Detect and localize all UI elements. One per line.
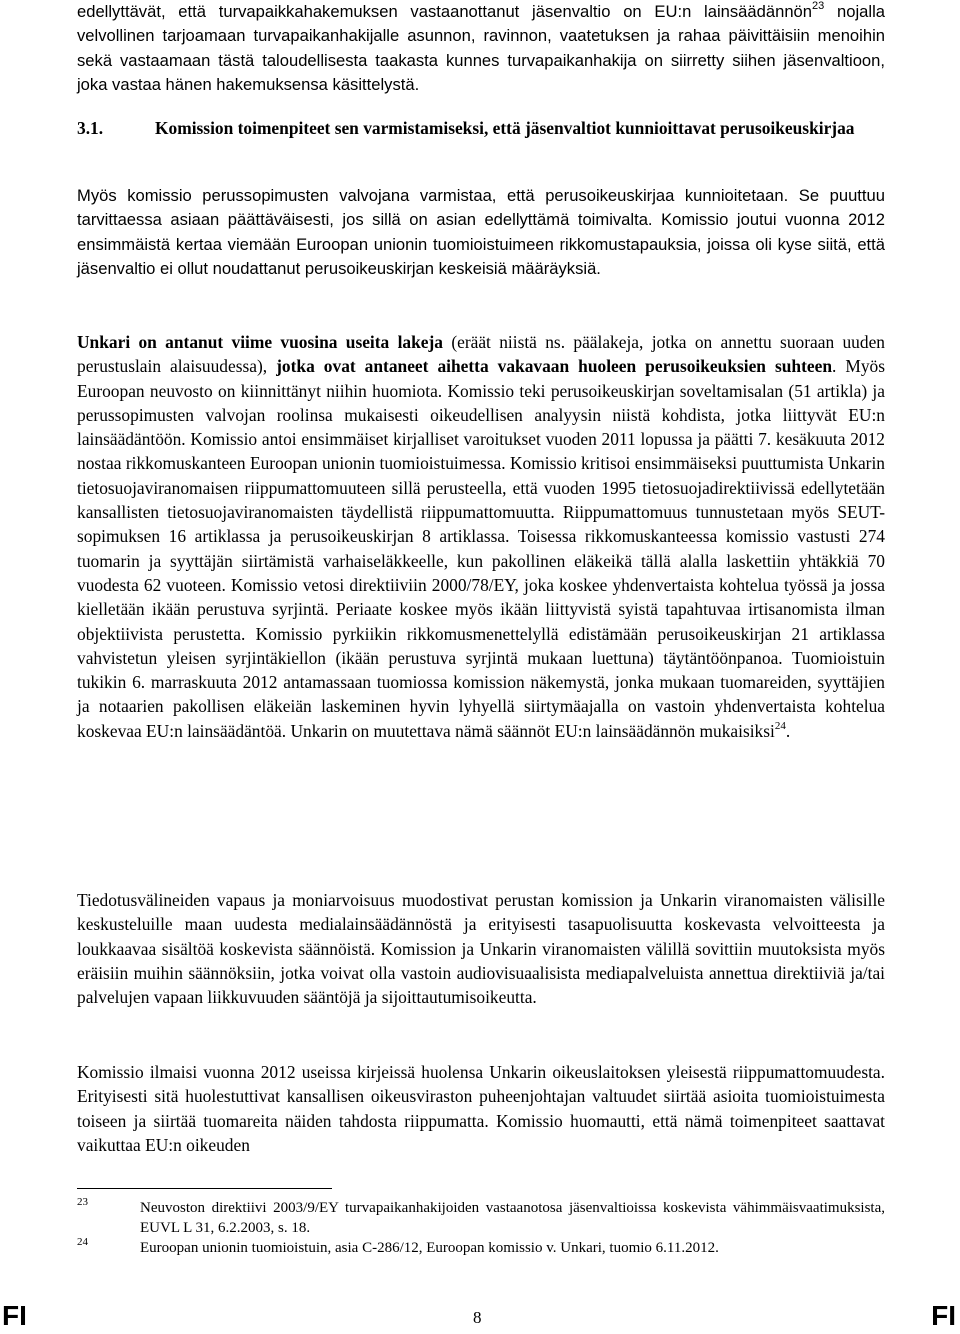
paragraph-3-bold-2: jotka ovat antaneet aihetta vakavaan huoleen perusoikeuksien suhteen [276, 356, 833, 377]
paragraph-3-text-1: (eräät niistä ns. päälakeja, jotka on annettu suoraan uuden perustuslain alaisuudessa), [77, 332, 885, 377]
language-code-left: FI [2, 1300, 27, 1331]
footnote-text: Neuvoston direktiivi 2003/9/EY turvapaikanhakijoiden vastaanotosa jäsenvaltioissa koskevista vähimmäisvaatimuksista, EUVL L 31, 6.2.2003, s. 18. [140, 1200, 885, 1236]
language-code-right: FI [931, 1300, 956, 1331]
paragraph-2: Myös komissio perussopimusten valvojana varmistaa, että perusoikeuskirjaa kunnioitetaan. Se puuttuu tarvittaessa asiaan päättäväisesti, jos sillä on asian edellyttämä toimivalta. Komissio joutui vuonna 2012 ensimmäistä kertaa viemään Euroopan unionin tuomioistuimeen rikkomustapauksia, joissa oli kyse siitä, että jäsenvaltio ei ollut noudattanut perusoikeuskirjan keskeisiä määräyksiä. [77, 186, 885, 278]
footnote-24 [77, 1238, 885, 1258]
section-title: Komission toimenpiteet sen varmistamiseksi, että jäsenvaltiot kunnioittavat perusoikeuskirjaa [155, 118, 855, 138]
paragraph-1 [77, 0, 885, 97]
paragraph-1-text: edellyttävät, että turvapaikkahakemuksen vastaanottanut jäsenvaltio on EU:n lainsäädännön [77, 2, 813, 21]
footnote-ref-24[interactable]: 24 [774, 719, 786, 732]
paragraph-3-text-2: . Myös Euroopan neuvosto on kiinnittänyt niihin huomiota. Komissio teki perusoikeuskirjan soveltamisalan (51 artikla) ja perussopimusten valvojan roolinsa mukaisesti oikeudellisen analyysin niistä kohdista, jotka liittyvät EU:n lainsäädäntöön. Komissio antoi ensimmäiset kirjalliset varoitukset vuoden 2011 lopussa ja päätti 7. kesäkuuta 2012 nostaa rikkomuskanteen Euroopan unionin tuomioistuimessa. Komissio kritisoi ensimmäiseksi puuttumista Unkarin tietosuojaviranomaisen riippumattomuuteen sillä perusteella, että vuoden 1995 tietosuojadirektiivissä edellytetään kansallisten tietosuojaviranomaisten täydellistä riippumattomuutta. Riippumattomuus tunnustetaan myös SEUT-sopimuksen 16 artiklassa ja perusoikeuskirjan 8 artiklassa. Toisessa rikkomuskanteessa komissio vastusti 274 tuomarin ja syyttäjän siirtämistä varhaiseläkkeelle, kun pakollinen eläkeikä tällä alalla laskettiin yhtäkkiä 70 vuodesta 62 vuoteen. Komissio vetosi direktiiviin 2000/78/EY, joka koskee yhdenvertaista kohtelua työssä ja jossa kielletään ikään perustuva syrjintä. Periaate koskee myös ikään liittyvistä syistä tapahtuvaa irtisanomista ilman objektiivista perustetta. Komissio pyrkiikin rikkomusmenettelyllä edistämään perusoikeuskirjan 21 artiklassa vahvistetun yleisen syrjintäkiellon (ikään perustuva syrjintä mukaan luettuna) täytäntöönpanoa. Tuomioistuin tukikin 6. marraskuuta 2012 antamassaan tuomiossa komission näkemystä, jonka mukaan tuomareiden, syyttäjien ja notaarien pakollisen eläkeiän laskeminen hyvin lyhyellä siirtymäajalla on vastoin yhdenvertaista kohtelua koskevaa EU:n lainsäädäntöä. Unkarin on muutettava nämä säännöt EU:n lainsäädännön mukaisiksi [77, 356, 885, 741]
footnote-divider [77, 1188, 332, 1189]
section-number: 3.1. [77, 118, 104, 138]
paragraph-3-end: . [785, 720, 791, 741]
footnote-number: 23 [77, 1196, 88, 1208]
page-number: 8 [473, 1308, 482, 1327]
footnote-text: Euroopan unionin tuomioistuin, asia C-286/12, Euroopan komissio v. Unkari, tuomio 6.11.2012. [140, 1240, 719, 1256]
paragraph-3-bold-1: Unkari on antanut viime vuosina useita lakeja [77, 332, 443, 352]
footnote-number: 24 [77, 1236, 88, 1248]
page-footer [0, 1298, 960, 1334]
paragraph-3 [77, 330, 885, 743]
paragraph-5: Komissio ilmaisi vuonna 2012 useissa kirjeissä huolensa Unkarin oikeuslaitoksen yleisestä riippumattomuudesta. Erityisesti sitä huolestuttivat kansallisen oikeusviraston puheenjohtajan valtuudet siirtää asioita tuomioistuimesta toiseen ja siirtää tuomareita näiden tahdosta riippumatta. Komissio huomautti, että nämä toimenpiteet saattavat vaikuttaa EU:n oikeuden [77, 1062, 885, 1155]
footnote-23 [77, 1198, 885, 1238]
paragraph-1-rest: nojalla velvollinen tarjoamaan turvapaikanhakijalle asunnon, ravinnon, vaatetuksen ja rahaa päivittäisiin menoihin sekä vastaamaan tästä taloudellisesta taakasta kunnes turvapaikanhakija on siirretty siihen jäsenvaltioon, joka vastaa hänen hakemuksensa käsittelystä. [77, 2, 885, 94]
section-heading [77, 116, 885, 140]
paragraph-4: Tiedotusvälineiden vapaus ja moniarvoisuus muodostivat perustan komission ja Unkarin viranomaisten välisille keskusteluille maan uudesta medialainsäädännöstä ja erityisesti tasapuolisuutta koskevasta velvoitteesta ja loukkaavaa sisältöä koskevista säännöistä. Komission ja Unkarin viranomaisten välillä sovittiin muutoksista myös eräisiin muihin säännöksiin, jotka voivat olla vastoin audiovisuaalisista mediapalveluista annettua direktiiviä ja/tai palvelujen vapaan liikkuvuuden sääntöjä ja sijoittautumisoikeutta. [77, 890, 885, 1008]
footnote-ref-23[interactable]: 23 [812, 0, 825, 12]
